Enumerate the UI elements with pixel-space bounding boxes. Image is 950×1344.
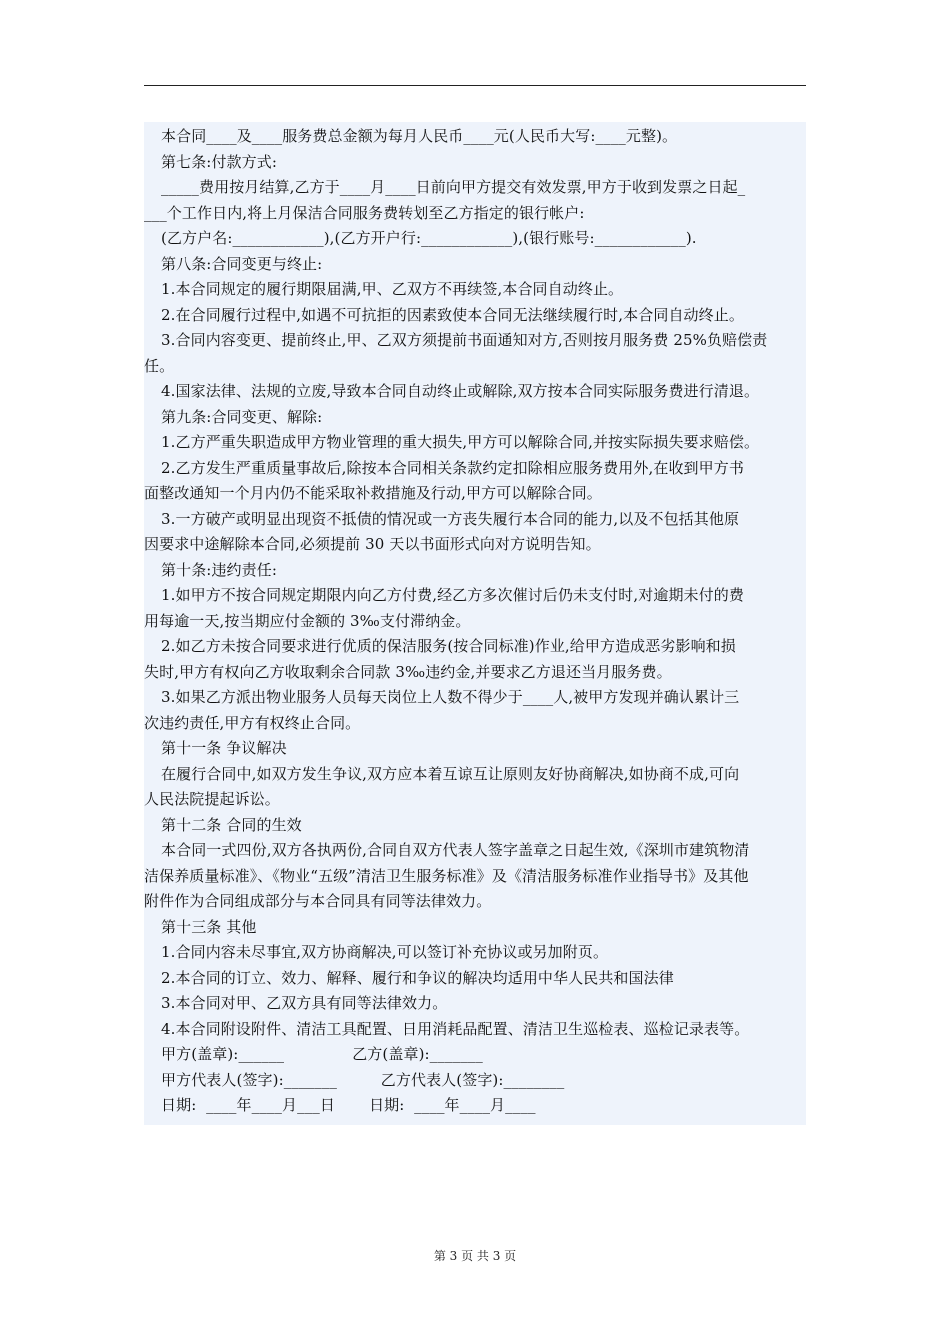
document-line: 1.本合同规定的履行期限届满,甲、乙双方不再续签,本合同自动终止。 (161, 280, 624, 298)
document-line: 1.乙方严重失职造成甲方物业管理的重大损失,甲方可以解除合同,并按实际损失要求赔偿。 (161, 433, 760, 451)
document-line: 日期: ____年____月___日 日期: ____年____月____ (161, 1096, 536, 1114)
document-line: 第十一条 争议解决 (161, 739, 287, 757)
document-line: 4.本合同附设附件、清洁工具配置、日用消耗品配置、清洁卫生巡检表、巡检记录表等。 (161, 1019, 750, 1038)
document-line: 2.在合同履行过程中,如遇不可抗拒的因素致使本合同无法继续履行时,本合同自动终止。 (161, 305, 744, 324)
header-rule (144, 85, 806, 86)
document-line: 面整改通知一个月内仍不能采取补救措施及行动,甲方可以解除合同。 (144, 484, 602, 502)
document-line: 2.乙方发生严重质量事故后,除按本合同相关条款约定扣除相应服务费用外,在收到甲方书 (161, 458, 744, 477)
page-footer: 第 3 页 共 3 页 (433, 1249, 517, 1263)
document-line: 任。 (144, 356, 175, 375)
document-line: (乙方户名:____________),(乙方开户行:____________),(银行账号:____________). (161, 229, 697, 247)
document-body (144, 122, 806, 1125)
document-line: 1.如甲方不按合同规定期限内向乙方付费,经乙方多次催讨后仍未支付时,对逾期未付的费 (161, 586, 744, 604)
document-line: 人民法院提起诉讼。 (144, 790, 280, 808)
document-line: 甲方(盖章):______ 乙方(盖章):_______ (161, 1045, 483, 1063)
document-line: 附件作为合同组成部分与本合同具有同等法律效力。 (144, 892, 492, 910)
document-line: 第十条:违约责任: (161, 560, 278, 579)
document-line: 次违约责任,甲方有权终止合同。 (144, 713, 361, 732)
document-line: 甲方代表人(签字):_______ 乙方代表人(签字):________ (161, 1070, 565, 1089)
document-line: 2.本合同的订立、效力、解释、履行和争议的解决均适用中华人民共和国法律 (161, 968, 674, 987)
document-line: 3.一方破产或明显出现资不抵债的情况或一方丧失履行本合同的能力,以及不包括其他原 (161, 509, 740, 528)
document-line: 第八条:合同变更与终止: (161, 254, 323, 273)
document-line: _____费用按月结算,乙方于____月____日前向甲方提交有效发票,甲方于收到发票之日起_ (161, 178, 746, 196)
document-line: 4.国家法律、法规的立废,导致本合同自动终止或解除,双方按本合同实际服务费进行清退。 (161, 382, 760, 400)
document-line: 因要求中途解除本合同,必须提前 30 天以书面形式向对方说明告知。 (144, 535, 601, 553)
document-line: 2.如乙方未按合同要求进行优质的保洁服务(按合同标准)作业,给甲方造成恶劣影响和损 (161, 637, 736, 655)
document-line: 3.合同内容变更、提前终止,甲、乙双方须提前书面通知对方,否则按月服务费 25%负赔偿责 (161, 331, 768, 349)
document-line: 在履行合同中,如双方发生争议,双方应本着互谅互让原则友好协商解决,如协商不成,可向 (161, 764, 740, 783)
document-line: 1.合同内容未尽事宜,双方协商解决,可以签订补充协议或另加附页。 (161, 943, 609, 961)
document-line: 本合同一式四份,双方各执两份,合同自双方代表人签字盖章之日起生效,《深圳市建筑物清 (161, 841, 750, 859)
document-line: ___个工作日内,将上月保洁合同服务费转划至乙方指定的银行帐户: (144, 203, 585, 222)
document-line: 3.本合同对甲、乙双方具有同等法律效力。 (161, 994, 448, 1012)
document-line: 3.如果乙方派出物业服务人员每天岗位上人数不得少于____人,被甲方发现并确认累计三 (161, 688, 740, 706)
document-line: 第九条:合同变更、解除: (161, 407, 323, 426)
document-line: 本合同____及____服务费总金额为每月人民币____元(人民币大写:____元整)。 (161, 127, 678, 145)
document-line: 第十二条 合同的生效 (161, 815, 302, 834)
document-line: 用每逾一天,按当期应付金额的 3‰支付滞纳金。 (144, 611, 471, 630)
document-line: 洁保养质量标准》、《物业“五级”清洁卫生服务标准》及《清洁服务标准作业指导书》及其他 (144, 866, 749, 885)
document-line: 失时,甲方有权向乙方收取剩余合同款 3‰违约金,并要求乙方退还当月服务费。 (144, 662, 672, 681)
document-line: 第十三条 其他 (161, 917, 257, 936)
document-line: 第七条:付款方式: (161, 152, 278, 171)
